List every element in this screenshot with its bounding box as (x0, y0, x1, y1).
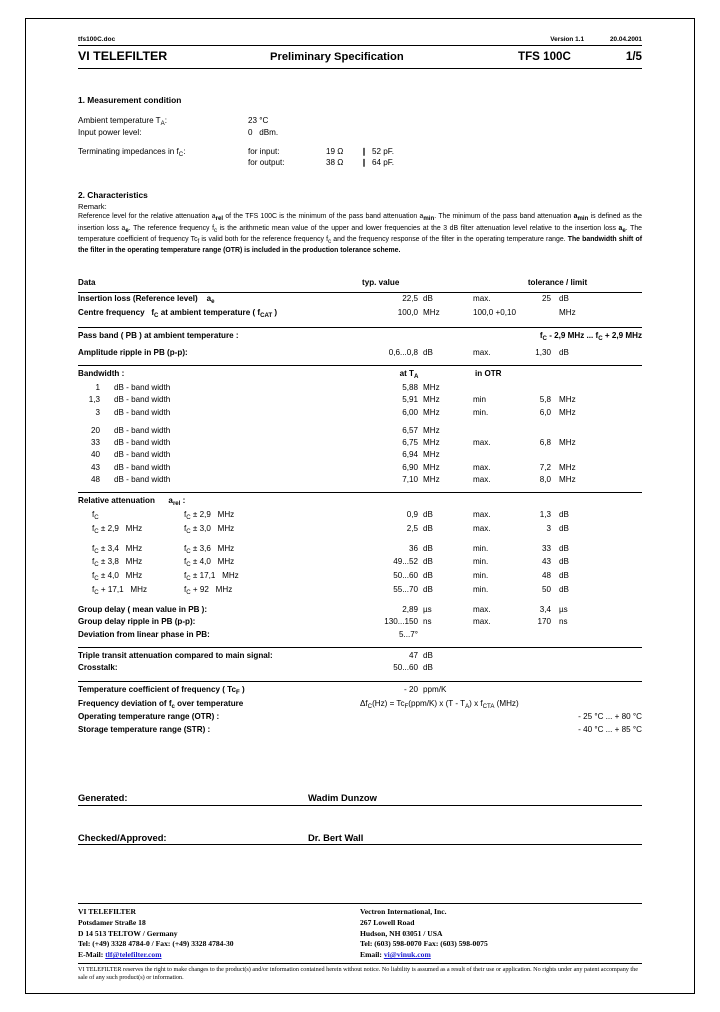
relative-attenuation-row (78, 509, 642, 523)
footer-left-street: Potsdamer Straße 18 (78, 917, 146, 927)
rel-att-label (78, 556, 356, 570)
footer-left-email-link[interactable]: tlf@telefilter.com (105, 950, 162, 960)
rel-att-typ-unit: dB (423, 571, 433, 581)
impedance-input-capacitance: 52 pF. (372, 146, 395, 156)
part-number: TFS 100C (518, 50, 571, 63)
bandwidth-tol-unit: MHz (559, 395, 576, 405)
bandwidth-tol-value (513, 449, 559, 461)
bandwidth-tol-value (513, 419, 559, 437)
measurement-section-title: 1. Measurement condition (78, 94, 182, 105)
generated-row (78, 792, 642, 806)
bandwidth-tol-qual (467, 419, 513, 437)
bandwidth-label (78, 474, 356, 486)
table-row (78, 328, 642, 344)
rel-att-tol-value: 43 (541, 557, 551, 567)
input-power-row (78, 128, 394, 138)
bandwidth-typ-unit: MHz (423, 438, 440, 448)
table-row (78, 493, 642, 509)
rel-att-label (78, 584, 356, 598)
spacer-row (78, 641, 642, 648)
gd-ripple-tol-unit: ns (559, 617, 568, 627)
pass-band-range: $f_C - 2,9$ MHz ... $f_C + 2,9$ MHz (356, 328, 642, 344)
bandwidth-rows (78, 382, 642, 486)
impedance-output-capacitance: 64 pF. (372, 158, 395, 168)
rel-att-tol-unit: dB (559, 523, 569, 533)
table-row (78, 711, 642, 723)
rel-att-tol-unit: dB (559, 571, 569, 581)
rel-att-to: $f_C + 92$ MHz (184, 585, 233, 597)
freq-deviation-formula: $\Delta f_C(Hz) = Tc_F(ppm/K)$ x $(T - T_A)$ x $f_{CTA}$ (MHz) (360, 698, 519, 710)
rel-att-tol-value: 48 (541, 571, 551, 581)
footer-right-phone: Tel: (603) 598-0070 Fax: (603) 598-0075 (360, 939, 488, 949)
footer-left-city: D 14 513 TELTOW / Germany (78, 928, 178, 938)
bandwidth-tol-unit: MHz (559, 475, 576, 484)
bandwidth-db: 20 (90, 425, 100, 435)
crosstalk-typ-unit: dB (423, 663, 433, 673)
bandwidth-typ: 6,00 (402, 407, 418, 417)
ambient-temperature-row (78, 116, 394, 128)
source-filename: tfs100C.doc (78, 36, 116, 43)
spacer-row (78, 359, 642, 366)
bandwidth-tol-unit: MHz (559, 407, 576, 417)
relative-attenuation-row (78, 556, 642, 570)
document-version: Version 1.1 (550, 36, 584, 43)
amplitude-ripple-typ: 0,6...0,8 (388, 347, 418, 357)
centre-frequency-tol-unit: MHz (559, 308, 576, 318)
column-header-tolerance: tolerance / limit (527, 278, 588, 288)
rel-att-typ-unit: dB (423, 510, 433, 520)
column-header-typ: typ. value (362, 278, 400, 288)
bandwidth-typ-unit: MHz (423, 462, 440, 472)
bandwidth-typ-unit: MHz (423, 383, 440, 393)
bandwidth-desc: dB - band width (114, 438, 171, 448)
insertion-loss-typ: 22,5 (356, 293, 423, 307)
tcf-typ-unit: ppm/K (423, 681, 467, 697)
rel-att-label (78, 537, 356, 557)
footer-left-email-line: E-Mail: tlf@telefilter.com (78, 950, 162, 960)
characteristics-section (78, 190, 642, 255)
bandwidth-typ-unit: MHz (423, 425, 440, 435)
table-row (78, 724, 642, 736)
gd-ripple-tol-value: 170 (537, 617, 551, 627)
generated-underline-gap (196, 792, 308, 806)
bandwidth-db: 33 (90, 438, 100, 448)
table-row (78, 681, 642, 697)
bandwidth-label (78, 462, 356, 474)
rel-att-to: $f_C \pm 4,0$ MHz (184, 557, 235, 569)
relative-attenuation-row (78, 570, 642, 584)
str-label: Storage temperature range (STR) : (78, 724, 211, 734)
checked-label: Checked/Approved: (78, 832, 196, 846)
linear-phase-label: Deviation from linear phase in PB: (78, 629, 210, 639)
bandwidth-desc: dB - band width (114, 395, 171, 405)
str-value: - 40 °C ... + 85 °C (578, 724, 642, 734)
footer-right-email-link[interactable]: vi@vinuk.com (383, 950, 431, 960)
centre-frequency-label: Centre frequency $f_C$ at ambient temperature ( $f_{CAT}$ ) (78, 308, 278, 320)
bandwidth-tol-qual: max. (473, 475, 491, 484)
bandwidth-typ: 6,57 (402, 425, 418, 435)
centre-frequency-typ: 100,0 (397, 308, 418, 318)
bandwidth-row (78, 394, 642, 406)
rel-att-from: $f_C \pm 2,9$ MHz (92, 523, 143, 535)
rel-att-tol-value: 33 (541, 543, 551, 553)
table-row (78, 366, 642, 382)
bandwidth-label (78, 382, 356, 394)
table-row (78, 604, 642, 616)
rel-att-tol-qual: max. (473, 510, 491, 520)
measurement-condition-section (78, 95, 642, 169)
column-header-data: Data (78, 278, 96, 288)
bandwidth-at-ta: at $T_A$ (356, 366, 467, 382)
spacer-row (78, 675, 642, 682)
rel-att-tol-qual: min. (473, 585, 489, 595)
bandwidth-desc: dB - band width (114, 383, 171, 393)
rel-att-tol-unit: dB (559, 543, 569, 553)
otr-label: Operating temperature range (OTR) : (78, 712, 220, 722)
rel-att-from: $f_C \pm 4,0$ MHz (92, 571, 143, 583)
relative-attenuation-row (78, 584, 642, 598)
gd-ripple-tol-qual: max. (473, 617, 491, 627)
impedance-output-parallel-symbol: ∥ (361, 158, 367, 168)
insertion-loss-tol-unit: dB (559, 293, 642, 307)
bandwidth-label (78, 419, 356, 437)
centre-frequency-tol-value: 100,0 +0,10 (473, 308, 516, 318)
gd-ripple-label: Group delay ripple in PB (p-p): (78, 617, 196, 627)
rel-att-to: $f_C \pm 2,9$ MHz (184, 510, 235, 522)
page-footer (78, 903, 642, 982)
rel-att-typ: 50...60 (393, 571, 418, 581)
bandwidth-db: 48 (90, 475, 100, 484)
table-header-row (78, 277, 642, 293)
table-row (78, 616, 642, 628)
bandwidth-tol-value: 5,8 (539, 395, 551, 405)
freq-deviation-label: Frequency deviation of $f_c$ over temperature (78, 698, 244, 710)
bandwidth-row (78, 449, 642, 461)
table-row (78, 662, 642, 674)
rel-att-to: $f_C \pm 3,0$ MHz (184, 523, 235, 535)
bandwidth-desc: dB - band width (114, 425, 171, 435)
input-power-label: Input power level: (78, 127, 142, 137)
signature-block (78, 792, 642, 846)
bandwidth-tol-unit (559, 449, 642, 461)
table-row (78, 344, 642, 359)
rel-att-tol-qual: min. (473, 571, 489, 581)
document-header-meta (78, 36, 642, 45)
characteristics-data-table (78, 277, 642, 736)
company-name: VI TELEFILTER (78, 49, 168, 63)
bandwidth-tol-qual: max. (473, 438, 491, 448)
rel-att-tol-qual: max. (473, 523, 491, 533)
bandwidth-tol-qual (467, 449, 513, 461)
impedance-input-parallel-symbol: ∥ (361, 146, 367, 156)
bandwidth-tol-value: 8,0 (539, 475, 551, 484)
relative-attenuation-row (78, 537, 642, 557)
footer-address-left (78, 907, 360, 961)
linear-phase-typ: 5...7° (399, 629, 418, 639)
triple-transit-typ-unit: dB (423, 648, 467, 663)
table-row (78, 629, 642, 641)
rel-att-from: $f_C$ (92, 510, 99, 522)
insertion-loss-tol-value: 25 (513, 293, 559, 307)
insertion-loss-tol-qual: max. (467, 293, 513, 307)
bandwidth-row (78, 407, 642, 419)
rel-att-from: $f_C \pm 3,8$ MHz (92, 557, 143, 569)
checked-row (78, 832, 642, 846)
bandwidth-tol-qual: min. (473, 407, 489, 417)
impedance-output-resistance: 38 Ω (326, 158, 344, 168)
bandwidth-desc: dB - band width (114, 450, 171, 460)
gd-ripple-typ: 130...150 (384, 617, 418, 627)
bandwidth-tol-qual (467, 382, 513, 394)
tcf-typ: - 20 (356, 681, 423, 697)
bandwidth-row (78, 382, 642, 394)
relative-attenuation-row (78, 523, 642, 537)
bandwidth-db: 3 (95, 407, 100, 417)
rel-att-tol-value: 3 (546, 523, 551, 533)
bandwidth-row (78, 437, 642, 449)
relative-attenuation-section-label: Relative attenuation $a_{rel}$ : (78, 493, 642, 509)
generated-label: Generated: (78, 792, 196, 806)
table-row (78, 307, 642, 321)
rel-att-label (78, 509, 356, 523)
terminating-impedance-output-row (78, 158, 394, 168)
rel-att-from: $f_C + 17,1$ MHz (92, 585, 148, 597)
footer-address-right (360, 907, 642, 961)
measurement-table (78, 116, 394, 168)
group-delay-tol-value: 3,4 (539, 605, 551, 615)
rel-att-typ: 55...70 (393, 585, 418, 595)
otr-value: - 25 °C ... + 80 °C (578, 712, 642, 722)
rel-att-typ-unit: dB (423, 557, 433, 567)
bandwidth-desc: dB - band width (114, 475, 171, 484)
bandwidth-tol-value: 7,2 (539, 462, 551, 472)
bandwidth-db: 1 (95, 383, 100, 393)
bandwidth-label (78, 407, 356, 419)
bandwidth-section-label: Bandwidth : (78, 366, 356, 382)
header-rule-bottom (78, 68, 642, 69)
footer-right-street: 267 Lowell Road (360, 917, 415, 927)
bandwidth-tol-qual: max. (473, 462, 491, 472)
bandwidth-label (78, 437, 356, 449)
rel-att-tol-value: 1,3 (539, 510, 551, 520)
checked-name: Dr. Bert Wall (308, 832, 642, 846)
remark-paragraph: Reference level for the relative attenuation arel of the TFS 100C is the minimum of the pass band attenuation amin. The minimum of the pass band attenuation amin is defined as the insertion loss ae. The reference frequency fc is the arithmetic mean value of the upper and lower frequencies at the 3 dB filter attenuation level relative to the insertion loss ae. The temperature coefficient of frequency Tcf is valid both for the reference frequency fc and the frequency response of the filter in the operating temperature range. The bandwidth shift of the filter in the operating temperature range (OTR) is included in the production tolerance scheme. (78, 213, 643, 254)
amplitude-ripple-label: Amplitude ripple in PB (p-p): (78, 347, 188, 357)
document-date: 20.04.2001 (610, 36, 642, 43)
rel-att-tol-unit: dB (559, 510, 569, 520)
bandwidth-desc: dB - band width (114, 462, 171, 472)
bandwidth-typ: 5,91 (402, 395, 418, 405)
legal-disclaimer: VI TELEFILTER reserves the right to make changes to the product(s) and/or information contained herein without notice. No liability is assumed as a result of their use or application. No rights under any patent accompany the sale of any such product(s) or information. (78, 965, 638, 981)
bandwidth-typ: 5,88 (402, 383, 418, 393)
bandwidth-tol-unit: MHz (559, 438, 576, 448)
group-delay-tol-qual: max. (473, 605, 491, 615)
amplitude-ripple-tol-unit: dB (559, 347, 569, 357)
bandwidth-typ: 6,75 (402, 438, 418, 448)
crosstalk-typ: 50...60 (393, 663, 418, 673)
rel-att-typ-unit: dB (423, 523, 433, 533)
generated-name: Wadim Dunzow (308, 792, 642, 806)
rel-att-tol-qual: min. (473, 543, 489, 553)
footer-left-phone: Tel: (+49) 3328 4784-0 / Fax: (+49) 3328 4784-30 (78, 939, 234, 949)
bandwidth-in-otr: in OTR (467, 366, 642, 382)
document-title-bar (78, 46, 642, 68)
amplitude-ripple-typ-unit: dB (423, 347, 433, 357)
rel-att-typ: 49...52 (393, 557, 418, 567)
bandwidth-typ-unit: MHz (423, 450, 440, 460)
rel-att-typ: 2,5 (406, 523, 418, 533)
group-delay-typ-unit: µs (423, 605, 432, 615)
bandwidth-desc: dB - band width (114, 407, 171, 417)
page-number: 1/5 (625, 50, 642, 63)
rel-att-to: $f_C \pm 17,1$ MHz (184, 571, 239, 583)
bandwidth-label (78, 449, 356, 461)
impedance-input-resistance: 19 Ω (326, 146, 344, 156)
bandwidth-db: 43 (90, 462, 100, 472)
insertion-loss-label: Insertion loss (Reference level) $a_e$ (78, 293, 356, 307)
spacer-row (78, 486, 642, 493)
bandwidth-row (78, 419, 642, 437)
tcf-label: Temperature coefficient of frequency ( $Tc_F$ ) (78, 681, 356, 697)
rel-att-label (78, 570, 356, 584)
amplitude-ripple-tol-value: 1,30 (535, 347, 551, 357)
crosstalk-label: Crosstalk: (78, 663, 118, 673)
bandwidth-tol-unit: MHz (559, 462, 576, 472)
footer-right-company: Vectron International, Inc. (360, 906, 447, 916)
bandwidth-tol-unit (559, 382, 642, 394)
rel-att-label (78, 523, 356, 537)
checked-underline-gap (196, 832, 308, 846)
bandwidth-typ-unit: MHz (423, 395, 440, 405)
bandwidth-tol-value (513, 382, 559, 394)
ambient-temperature-value: 23 °C (248, 116, 269, 125)
bandwidth-tol-unit (559, 419, 642, 437)
rel-att-tol-unit: dB (559, 585, 569, 595)
impedance-output-label: for output: (248, 158, 285, 168)
rel-att-tol-value: 50 (541, 585, 551, 595)
triple-transit-typ: 47 (356, 648, 423, 663)
table-row (78, 648, 642, 663)
rel-att-to: $f_C \pm 3,6$ MHz (184, 543, 235, 555)
footer-left-company: VI TELEFILTER (78, 906, 137, 916)
rel-att-typ-unit: dB (423, 585, 433, 595)
spec-type: Preliminary Specification (270, 51, 404, 63)
input-power-value: 0 dBm. (248, 127, 279, 137)
rel-att-typ-unit: dB (423, 543, 433, 553)
bandwidth-typ-unit: MHz (423, 407, 440, 417)
rel-att-typ: 0,9 (406, 510, 418, 520)
rel-att-tol-unit: dB (559, 557, 569, 567)
bandwidth-tol-qual: min (473, 395, 487, 405)
pass-band-label: Pass band ( PB ) at ambient temperature : (78, 328, 356, 344)
bandwidth-db: 40 (90, 450, 100, 460)
footer-right-email-line: Email: vi@vinuk.com (360, 950, 431, 960)
ambient-temperature-label: Ambient temperature $T_A$: (78, 116, 167, 127)
rel-att-from: $f_C \pm 3,4$ MHz (92, 543, 143, 555)
spacer-row (78, 321, 642, 328)
bandwidth-row (78, 462, 642, 474)
terminating-impedance-input-row (78, 147, 394, 159)
bandwidth-typ: 7,10 (402, 475, 418, 484)
bandwidth-tol-value: 6,8 (539, 438, 551, 448)
group-delay-tol-unit: µs (559, 605, 568, 615)
remark-label: Remark: (78, 201, 107, 211)
bandwidth-label (78, 394, 356, 406)
bandwidth-typ: 6,94 (402, 450, 418, 460)
bandwidth-typ: 6,90 (402, 462, 418, 472)
characteristics-section-title: 2. Characteristics (78, 190, 148, 201)
group-delay-label: Group delay ( mean value in PB ): (78, 605, 208, 615)
gd-ripple-typ-unit: ns (423, 617, 432, 627)
insertion-loss-typ-unit: dB (423, 293, 467, 307)
sheet-content (78, 36, 642, 845)
amplitude-ripple-tol-qual: max. (473, 347, 491, 357)
footer-right-city: Hudson, NH 03051 / USA (360, 928, 443, 938)
bandwidth-typ-unit: MHz (423, 475, 440, 484)
impedance-input-label: for input: (248, 146, 280, 156)
rel-att-tol-qual: min. (473, 557, 489, 567)
bandwidth-tol-value: 6,0 (539, 407, 551, 417)
table-row (78, 293, 642, 307)
bandwidth-db: 1,3 (88, 395, 100, 405)
terminating-impedance-label: Terminating impedances in $f_C$: (78, 146, 186, 158)
relative-attenuation-rows (78, 509, 642, 598)
group-delay-typ: 2,89 (402, 605, 418, 615)
spacer-row (78, 138, 394, 147)
rel-att-typ: 36 (408, 543, 418, 553)
centre-frequency-typ-unit: MHz (423, 308, 440, 318)
table-row (78, 697, 642, 711)
triple-transit-label: Triple transit attenuation compared to main signal: (78, 648, 356, 663)
bandwidth-row (78, 474, 642, 486)
